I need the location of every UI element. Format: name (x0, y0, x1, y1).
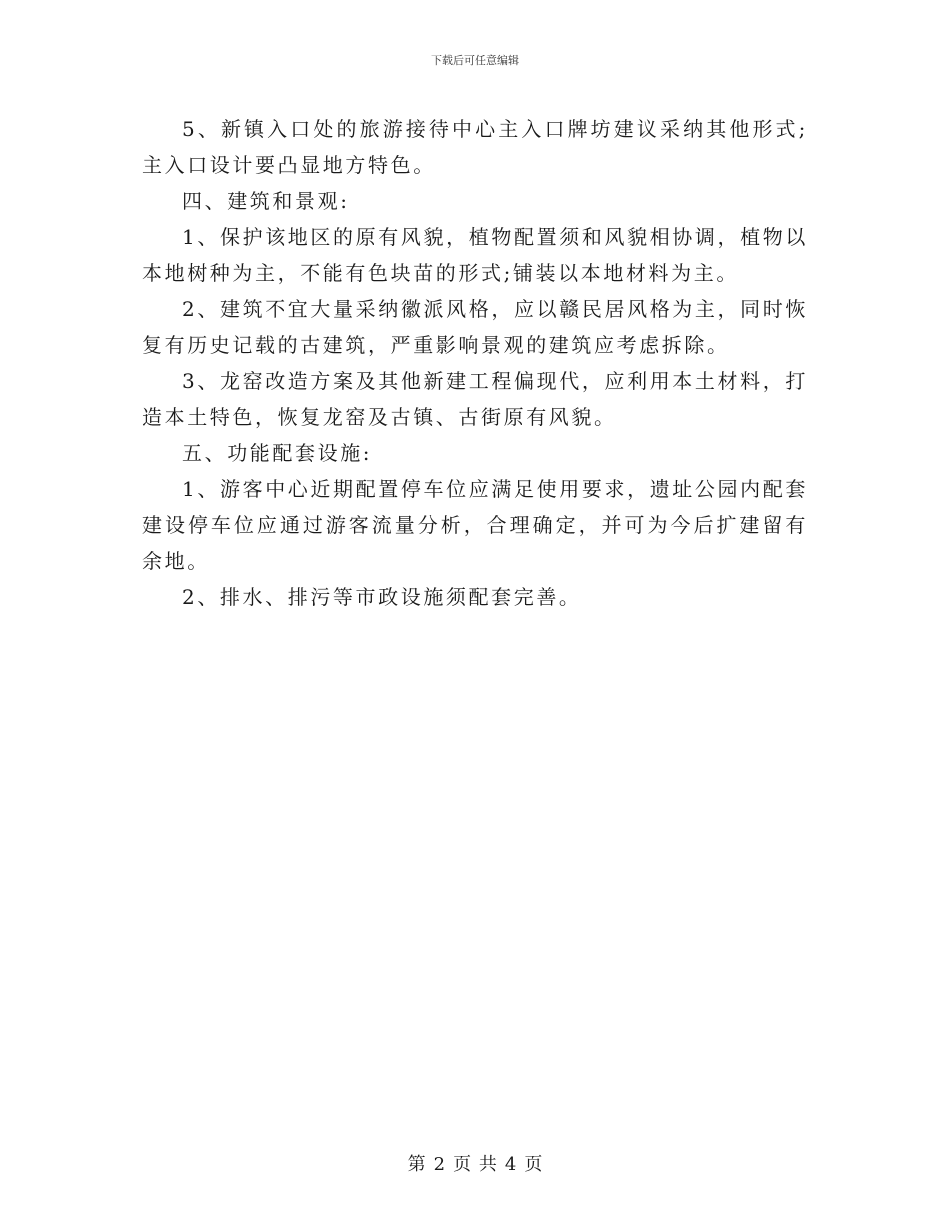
page-header: 下载后可任意编辑 (431, 54, 519, 67)
document-body (142, 111, 808, 615)
paragraph-item-2-architecture: 2、建筑不宜大量采纳徽派风格，应以赣民居风格为主，同时恢复有历史记载的古建筑，严重影响景观的建筑应考虑拆除。 (142, 297, 808, 357)
section-heading-facilities: 五、功能配套设施: (182, 441, 373, 465)
paragraph-item-3-kiln: 3、龙窑改造方案及其他新建工程偏现代，应利用本土材料，打造本土特色，恢复龙窑及古镇、古街原有风貌。 (142, 369, 808, 429)
paragraph-item-1-parking: 1、游客中心近期配置停车位应满足使用要求，遗址公园内配套建设停车位应通过游客流量分析，合理确定，并可为今后扩建留有余地。 (142, 477, 808, 573)
section-heading-architecture-landscape: 四、建筑和景观: (182, 189, 350, 213)
paragraph-item-5-entrance: 5、新镇入口处的旅游接待中心主入口牌坊建议采纳其他形式;主入口设计要凸显地方特色。 (142, 117, 808, 177)
paragraph-item-2-utilities: 2、排水、排污等市政设施须配套完善。 (182, 585, 582, 609)
footer-total-pages: 4 (504, 1154, 517, 1175)
footer-suffix: 页 (524, 1154, 543, 1175)
footer-middle: 页 共 (453, 1154, 497, 1175)
footer-prefix: 第 (407, 1154, 426, 1175)
footer-current-page: 2 (433, 1154, 446, 1175)
page-footer (0, 1153, 950, 1177)
paragraph-item-1-landscape: 1、保护该地区的原有风貌，植物配置须和风貌相协调，植物以本地树种为主，不能有色块苗的形式;铺装以本地材料为主。 (142, 225, 808, 285)
